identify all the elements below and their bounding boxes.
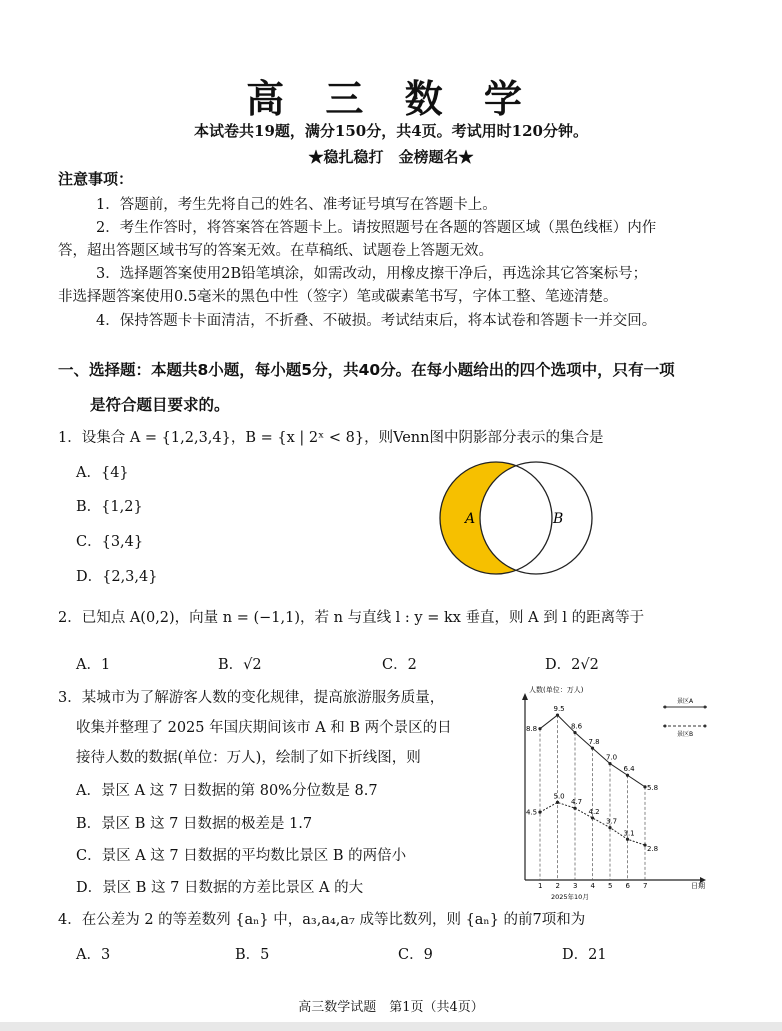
notice-item-4: 4．保持答题卡卡面清洁，不折叠、不破损。考试结束后，将本试卷和答题卡一并交回。	[96, 313, 657, 329]
data-point	[626, 838, 629, 841]
data-label: 3.7	[606, 817, 618, 826]
notice-heading: 注意事项：	[58, 170, 134, 188]
data-point	[573, 807, 576, 810]
data-point	[573, 731, 576, 734]
notice-item-3-cont: 非选择题答案使用0.5毫米的黑色中性（签字）笔或碳素笔书写，字体工整、笔迹清楚。	[58, 289, 618, 305]
q4-option-d: D．21	[562, 947, 607, 963]
y-axis-arrow	[522, 693, 528, 700]
q4-option-b: B．5	[235, 947, 270, 963]
q3-stem-1: 3．某城市为了解游客人数的变化规律，提高旅游服务质量，	[58, 690, 445, 706]
legend-label-b: 景区B	[677, 731, 694, 738]
q4-option-a: A．3	[76, 947, 111, 963]
data-label: 7.8	[588, 738, 600, 747]
exam-info: 本试卷共19题，满分150分，共4页。考试用时120分钟。	[194, 122, 588, 140]
data-point	[538, 727, 541, 730]
page-footer: 高三数学试题 第1页（共4页）	[298, 1000, 484, 1015]
x-tick-label: 7	[643, 882, 648, 890]
data-point	[591, 816, 594, 819]
chart-x-caption: 2025年10月	[551, 893, 589, 901]
chart-ylabel: 人数(单位：万人)	[529, 686, 584, 694]
data-label: 6.4	[623, 765, 635, 774]
data-label: 7.0	[606, 753, 618, 762]
notice-item-3: 3．选择题答案使用2B铅笔填涂，如需改动，用橡皮擦干净后，再选涂其它答案标号；	[96, 266, 648, 282]
page-title: 高 三 数 学	[246, 77, 536, 121]
data-label: 4.5	[526, 808, 538, 817]
x-tick-label: 6	[625, 882, 630, 890]
page-bottom-edge	[0, 1022, 782, 1031]
data-label: 9.5	[553, 705, 565, 714]
data-label: 4.2	[588, 807, 600, 816]
data-label: 3.1	[623, 829, 635, 838]
q3-option-b: B．景区 B 这 7 日数据的极差是 1.7	[76, 816, 313, 832]
x-tick-label: 1	[538, 882, 543, 890]
chart-legend	[663, 697, 707, 738]
q2-option-c: C．2	[382, 657, 417, 673]
q3-option-c: C．景区 A 这 7 日数据的平均数比景区 B 的两倍小	[76, 848, 407, 864]
venn-label-a: A	[465, 511, 476, 527]
data-label: 2.8	[647, 845, 659, 854]
x-tick-label: 4	[590, 882, 595, 890]
q3-option-d: D．景区 B 这 7 日数据的方差比景区 A 的大	[76, 880, 364, 896]
line-chart	[495, 682, 717, 904]
data-label: 8.8	[526, 725, 538, 734]
data-point	[556, 801, 559, 804]
q4-stem: 4．在公差为 2 的等差数列 {aₙ} 中，a₃,a₄,a₇ 成等比数列，则 {aₙ} 的前7项和为	[58, 912, 586, 928]
venn-diagram	[435, 460, 595, 580]
q1-option-c: C．{3,4}	[76, 534, 144, 550]
data-point	[626, 774, 629, 777]
data-point	[538, 811, 541, 814]
q1-option-b: B．{1,2}	[76, 499, 143, 515]
x-tick-label: 2	[555, 882, 560, 890]
chart-xlabel: 日期	[691, 882, 705, 890]
q2-option-b: B．√2	[218, 657, 262, 673]
q2-option-d: D．2√2	[545, 657, 599, 673]
q4-option-c: C．9	[398, 947, 433, 963]
x-tick-label: 3	[573, 882, 578, 890]
venn-label-b: B	[553, 511, 564, 527]
q3-option-a: A．景区 A 这 7 日数据的第 80%分位数是 8.7	[76, 783, 378, 799]
notice-item-2: 2．考生作答时，将答案答在答题卡上。请按照题号在各题的答题区域（黑色线框）内作	[96, 220, 657, 236]
data-point	[608, 826, 611, 829]
data-point	[556, 714, 559, 717]
data-point	[591, 746, 594, 749]
data-label: 5.0	[553, 792, 565, 801]
q1-option-a: A．{4}	[76, 465, 129, 481]
data-label: 4.7	[571, 798, 583, 807]
notice-item-2-cont: 答，超出答题区域书写的答案无效。在草稿纸、试题卷上答题无效。	[58, 243, 493, 259]
motto: ★稳扎稳打 金榜题名★	[308, 148, 474, 166]
q1-stem: 1．设集合 A = {1,2,3,4}，B = {x | 2ˣ < 8}，则Venn图中阴影部分表示的集合是	[58, 430, 604, 446]
section-1-heading-cont: 是符合题目要求的。	[90, 396, 230, 414]
q1-option-d: D．{2,3,4}	[76, 569, 158, 585]
data-point	[608, 762, 611, 765]
notice-item-1: 1．答题前，考生先将自己的姓名、准考证号填写在答题卡上。	[96, 197, 497, 213]
q3-stem-2: 收集并整理了 2025 年国庆期间该市 A 和 B 两个景区的日	[76, 720, 452, 736]
q2-stem: 2．已知点 A(0,2)，向量 n = (−1,1)，若 n 与直线 l : y = kx 垂直，则 A 到 l 的距离等于	[58, 610, 645, 626]
q2-option-a: A．1	[76, 657, 111, 673]
x-tick-label: 5	[608, 882, 613, 890]
q3-stem-3: 接待人数的数据(单位：万人)，绘制了如下折线图，则	[76, 750, 421, 766]
legend-label-a: 景区A	[677, 698, 694, 705]
data-label: 5.8	[647, 783, 659, 792]
section-1-heading: 一、选择题：本题共8小题，每小题5分，共40分。在每小题给出的四个选项中，只有一项	[58, 361, 675, 379]
data-label: 8.6	[571, 722, 583, 731]
